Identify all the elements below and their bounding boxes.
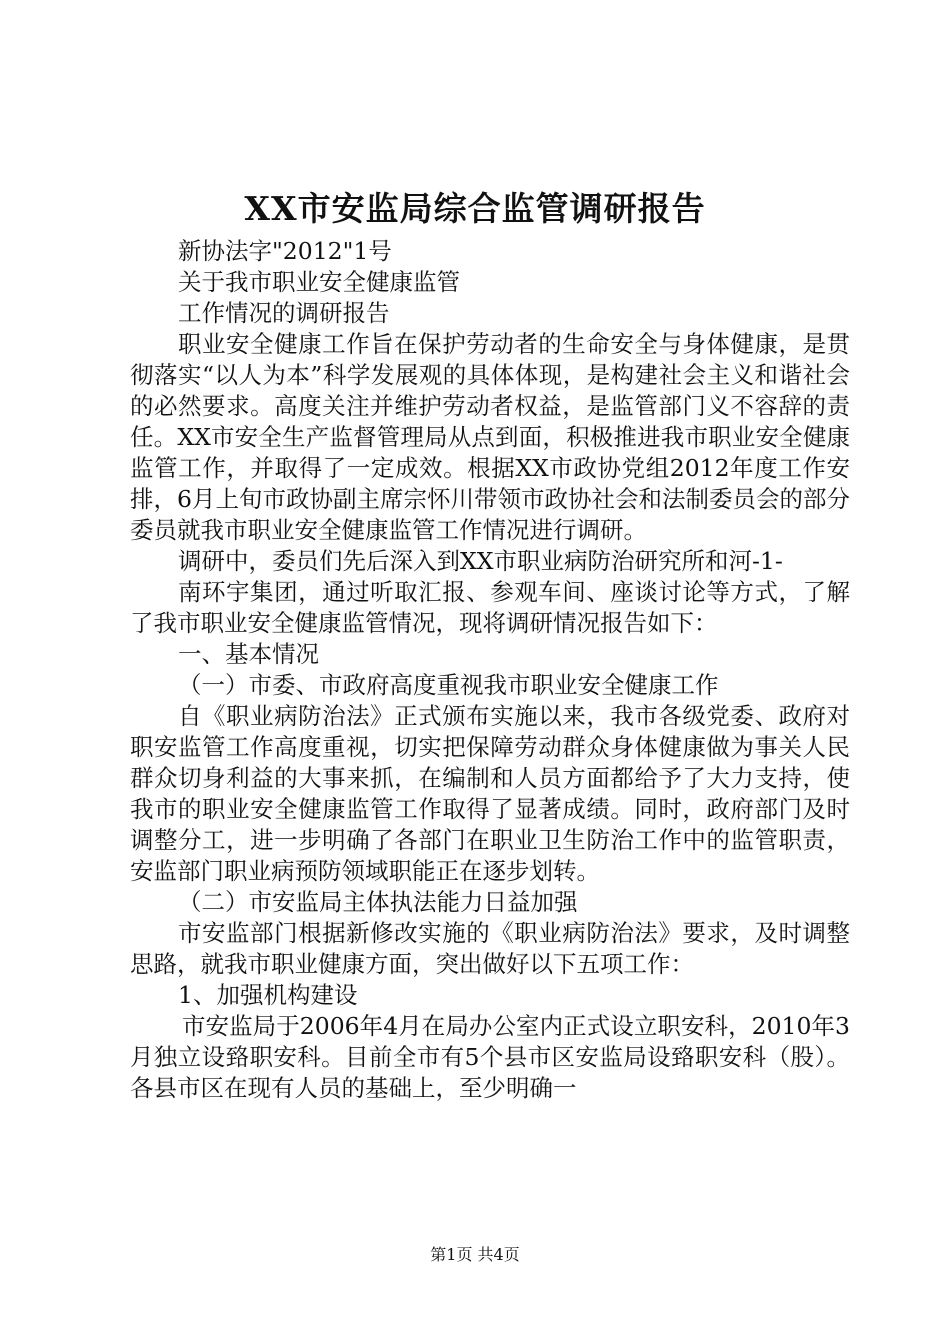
page-footer: 第1页 共4页 [430,1245,520,1264]
body-paragraph-item-1: 市安监局于2006年4月在局办公室内正式设立职安科，2010年3月独立设臵职安科。目前全市有5个县市区安监局设臵职安科（股）。各县市区在现有人员的基础上，至少明确一 [130,1012,850,1102]
document-title: XX市安监局综合监管调研报告 [244,189,706,228]
body-paragraph-research: 调研中，委员们先后深入到XX市职业病防治研究所和河-1- [178,547,783,575]
document-body [130,236,850,1104]
subsection-heading-1: （一）市委、市政府高度重视我市职业安全健康工作 [178,671,719,699]
body-paragraph-research-cont: 南环宇集团，通过听取汇报、参观车间、座谈讨论等方式，了解了我市职业安全健康监管情况，现将调研情况报告如下： [130,578,850,637]
report-subtitle-line-2: 工作情况的调研报告 [178,299,390,327]
doc-number: 新协法字"2012"1号 [178,237,392,265]
body-paragraph-intro: 职业安全健康工作旨在保护劳动者的生命安全与身体健康，是贯彻落实“以人为本”科学发展观的具体体现，是构建社会主义和谐社会的必然要求。高度关注并维护劳动者权益，是监管部门义不容辞的责任。XX市安全生产监督管理局从点到面，积极推进我市职业安全健康监管工作，并取得了一定成效。根据XX市政协党组2012年度工作安排，6月上旬市政协副主席宗怀川带领市政协社会和法制委员会的部分委员就我市职业安全健康监管工作情况进行调研。 [130,330,850,544]
item-heading-1: 1、加强机构建设 [178,981,358,1009]
body-paragraph-subsection-1: 自《职业病防治法》正式颁布实施以来，我市各级党委、政府对职安监管工作高度重视，切实把保障劳动群众身体健康做为事关人民群众切身利益的大事来抓，在编制和人员方面都给予了大力支持，使我市的职业安全健康监管工作取得了显著成绩。同时，政府部门及时调整分工，进一步明确了各部门在职业卫生防治工作中的监管职责，安监部门职业病预防领域职能正在逐步划转。 [130,702,850,885]
report-subtitle-line-1: 关于我市职业安全健康监管 [178,268,460,296]
subsection-heading-2: （二）市安监局主体执法能力日益加强 [178,888,578,916]
section-heading-basic: 一、基本情况 [178,640,319,668]
body-paragraph-subsection-2: 市安监部门根据新修改实施的《职业病防治法》要求，及时调整思路，就我市职业健康方面，突出做好以下五项工作： [130,919,850,978]
